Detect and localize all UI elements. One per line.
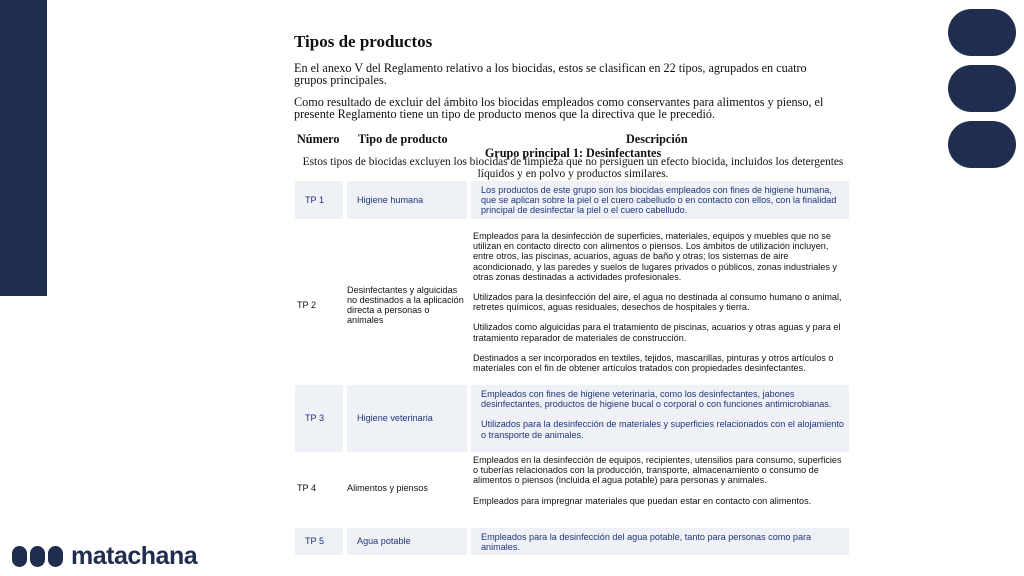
decorative-pill-1 bbox=[948, 9, 1016, 56]
decorative-pill-2 bbox=[948, 65, 1016, 112]
description-paragraph: Utilizados para la desinfección del aire, el agua no destinada al consumo humano o animal, retretes químicos, aguas residuales, desechos de hospitales y tierra. bbox=[473, 292, 842, 313]
row-number: TP 5 bbox=[295, 528, 343, 555]
intro-paragraph: En el anexo V del Reglamento relativo a los biocidas, estos se clasifican en 22 tipos, agrupados en cuatro grupos principales. bbox=[294, 61, 807, 87]
description-paragraph: Empleados para impregnar materiales que puedan estar en contacto con alimentos. bbox=[473, 495, 812, 506]
left-accent-bar bbox=[0, 0, 47, 296]
table-row bbox=[295, 528, 849, 555]
row-type: Higiene veterinaria bbox=[345, 385, 467, 452]
company-logo bbox=[12, 543, 197, 569]
description-paragraph: Empleados en la desinfección de equipos, recipientes, utensilios para consumo, superficies o tuberías relacionados con la producción, transporte, almacenamiento o consumo de alimentos o piensos (incluida el agua potable) para personas y animales. bbox=[473, 455, 842, 486]
row-number: TP 1 bbox=[295, 181, 343, 219]
column-header-type: Tipo de producto bbox=[358, 132, 448, 146]
row-number: TP 2 bbox=[297, 299, 317, 310]
table-row bbox=[295, 385, 849, 452]
row-description bbox=[469, 528, 849, 555]
row-type: Desinfectantes y alguicidas no destinados a la aplicación directa a personas o animales bbox=[347, 284, 464, 326]
group-description: Estos tipos de biocidas excluyen los biocidas de limpieza que no persiguen un efecto biocida, incluidos los detergentes líquidos y en polvo y productos similares. bbox=[302, 156, 844, 180]
column-header-number: Número bbox=[297, 132, 340, 146]
scope-paragraph: Como resultado de excluir del ámbito los biocidas empleados como conservantes para alimentos y pienso, el presente Reglamento tiene un tipo de producto menos que la directiva que le precedió. bbox=[294, 95, 824, 121]
description-paragraph: Destinados a ser incorporados en textiles, tejidos, mascarillas, pinturas y otros artículos o materiales con el fin de obtener artículos tratados con propiedades desinfectantes. bbox=[473, 352, 834, 374]
logo-wordmark: matachana bbox=[71, 542, 198, 570]
description-paragraph: Empleados para la desinfección del agua potable, tanto para personas como para animales. bbox=[481, 532, 812, 553]
row-number: TP 3 bbox=[295, 385, 343, 452]
table-row bbox=[295, 451, 849, 525]
row-number: TP 4 bbox=[297, 482, 317, 493]
row-description bbox=[469, 385, 849, 452]
table-row bbox=[295, 227, 849, 383]
description-paragraph: Utilizados para la desinfección de materiales y superficies relacionados con el alojamiento o transporte de animales. bbox=[481, 419, 844, 440]
column-header-description: Descripción bbox=[626, 132, 688, 146]
logo-mark-icon bbox=[12, 546, 63, 567]
description-paragraph: Empleados para la desinfección de superficies, materiales, equipos y muebles que no se utilizan en contacto directo con alimentos o piensos. Los ámbitos de utilización incluyen, entre otros, las piscinas, acuarios, aguas de baño y otras; los sistemas de aire acondicionado, y las paredes y suelos de lugares privados o públicos, zonas industriales y otras zonas destinadas a actividades profesionales. bbox=[473, 231, 837, 282]
table-row bbox=[295, 181, 849, 219]
row-description bbox=[469, 181, 849, 219]
row-type: Higiene humana bbox=[345, 181, 467, 219]
decorative-pill-3 bbox=[948, 121, 1016, 168]
row-description bbox=[473, 451, 849, 525]
row-description bbox=[473, 227, 849, 383]
group-title: Grupo principal 1: Desinfectantes bbox=[484, 146, 662, 160]
row-type: Alimentos y piensos bbox=[347, 482, 428, 493]
page-title: Tipos de productos bbox=[294, 32, 433, 51]
description-paragraph: Los productos de este grupo son los biocidas empleados con fines de higiene humana, que se aplican sobre la piel o el cuero cabelludo o en contacto con ellos, con la finalidad principal de desinfectar la piel o el cuero cabelludo. bbox=[481, 185, 837, 216]
row-type: Agua potable bbox=[345, 528, 467, 555]
description-paragraph: Utilizados como alguicidas para el tratamiento de piscinas, acuarios y otras aguas y para el tratamiento reparador de materiales de construcción. bbox=[473, 322, 841, 343]
description-paragraph: Empleados con fines de higiene veterinaria, como los desinfectantes, jabones desinfectantes, productos de higiene bucal o corporal o con funciones antimicrobianas. bbox=[481, 389, 832, 410]
